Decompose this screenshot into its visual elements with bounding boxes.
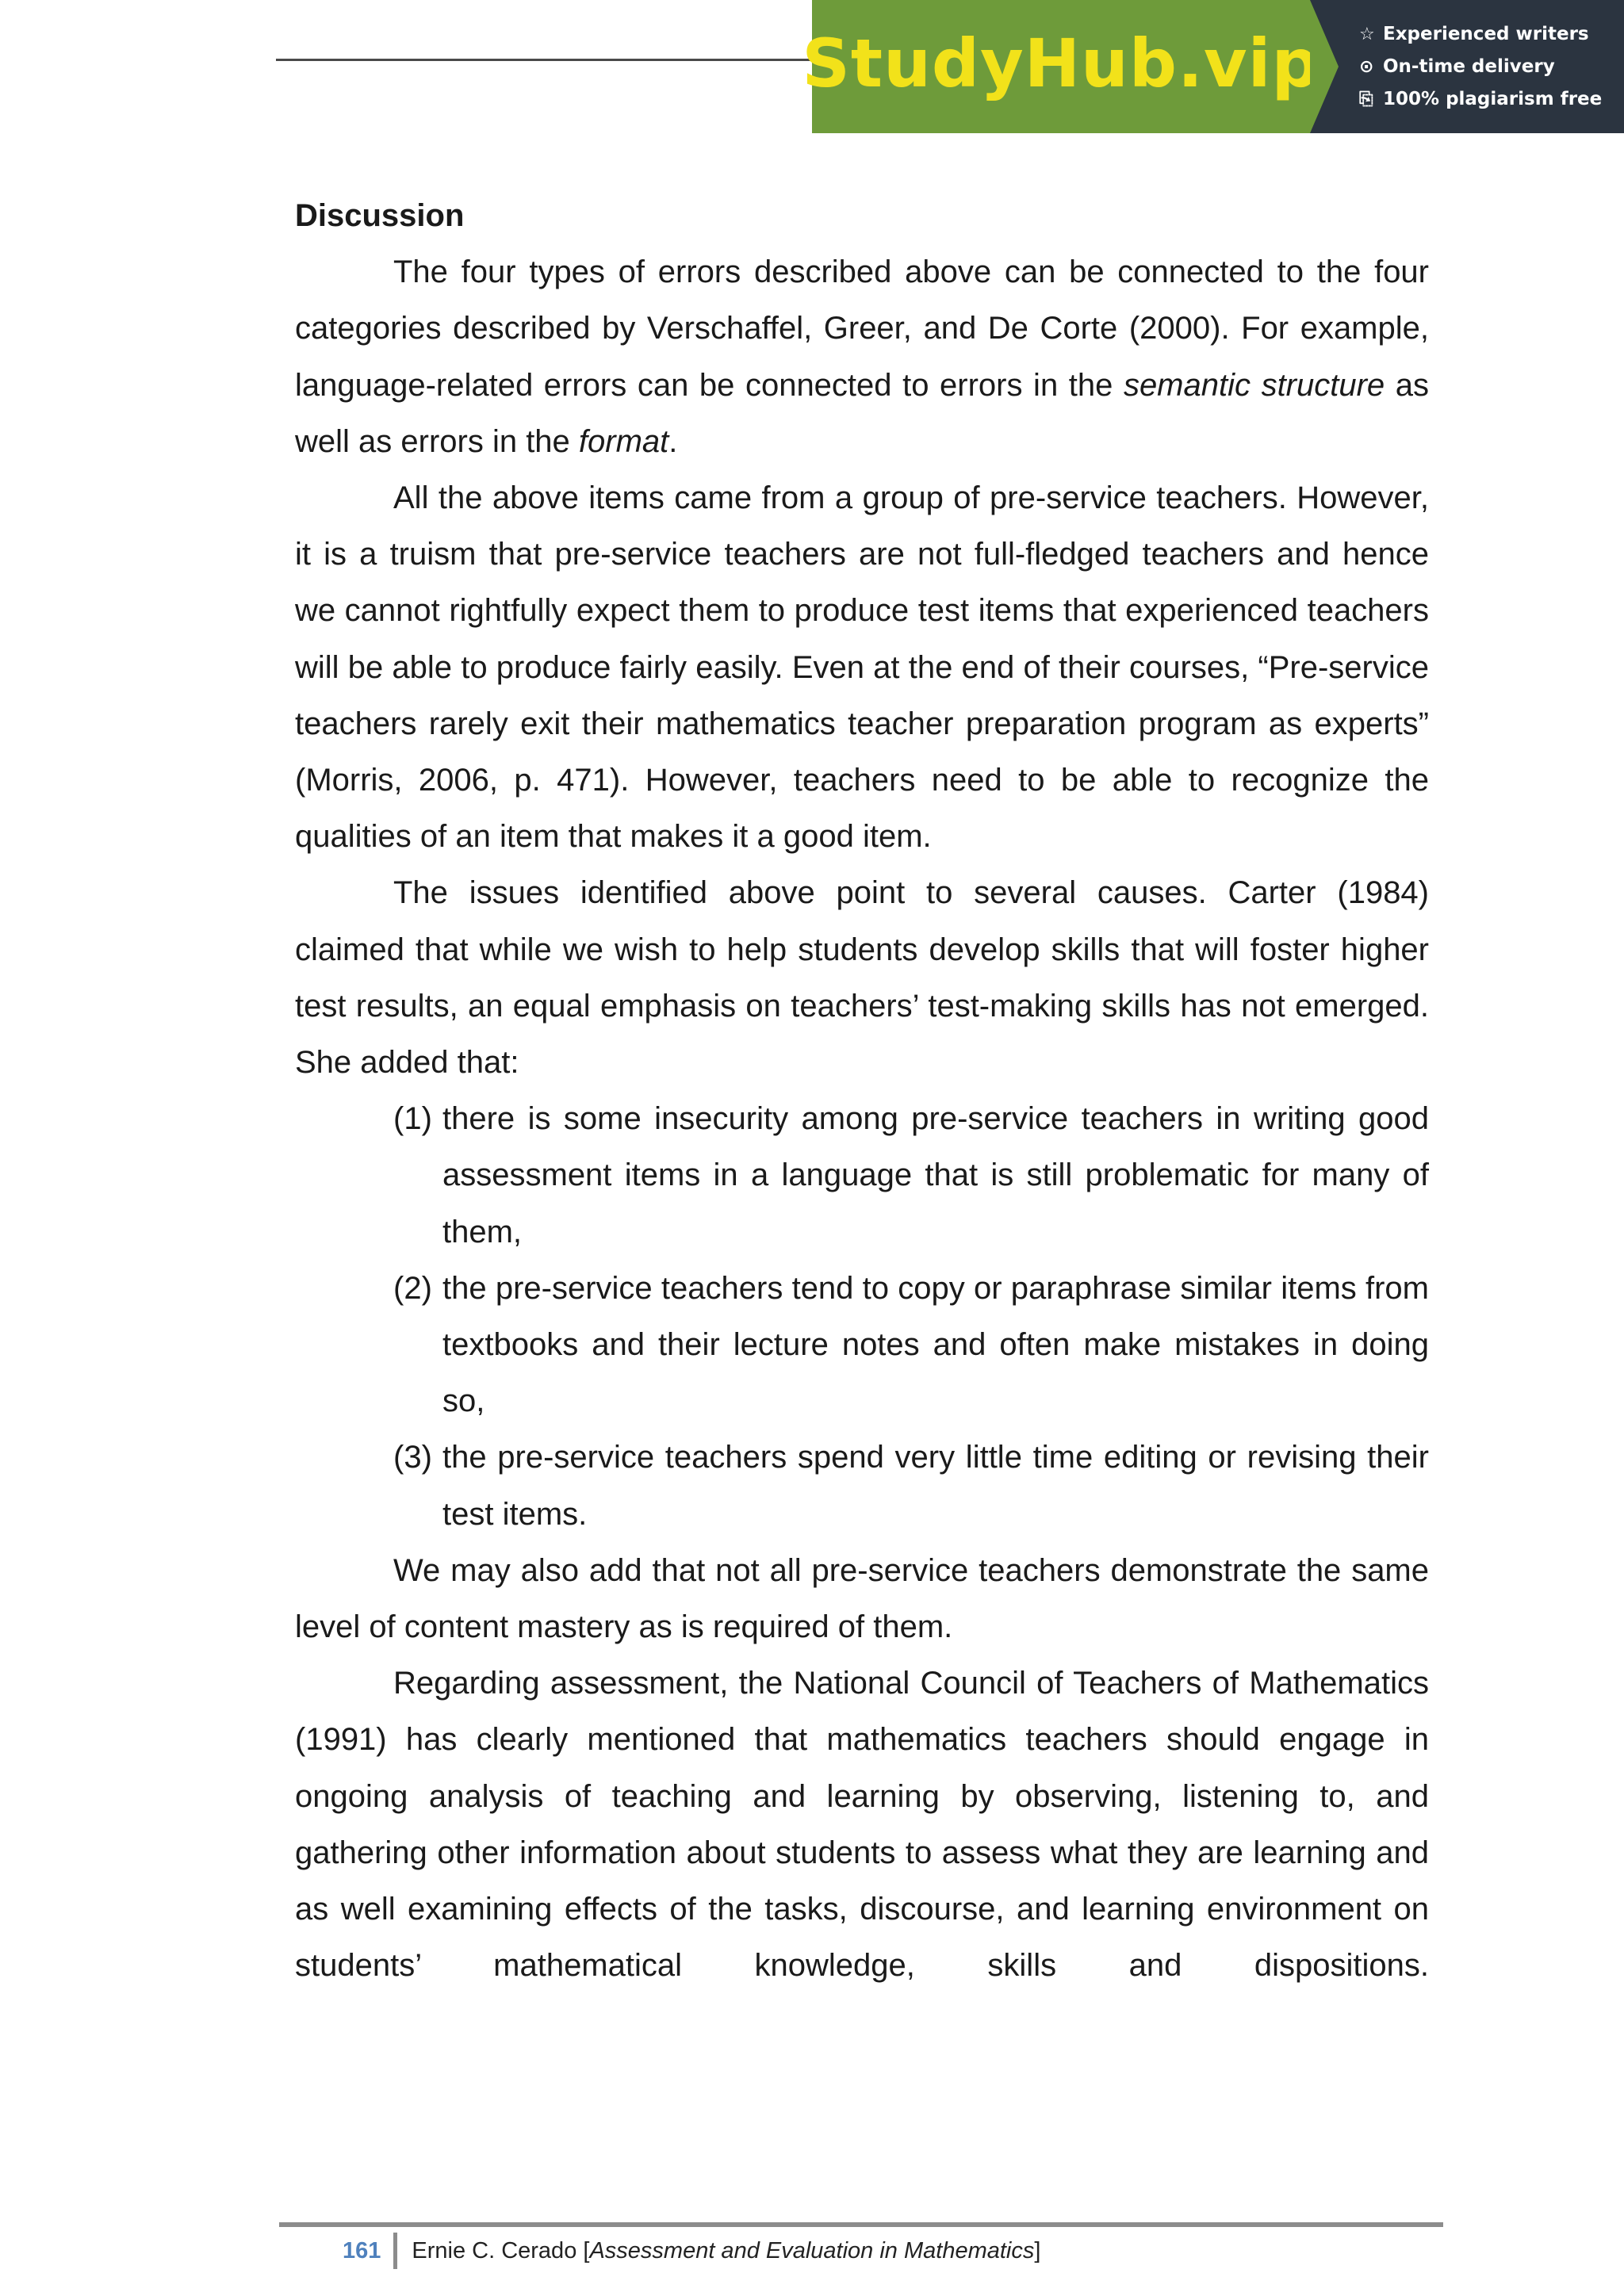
brand-panel[interactable] [802, 0, 1320, 133]
footer-author: Ernie C. Cerado [ [412, 2237, 590, 2263]
list-item [295, 1091, 1429, 1261]
paragraph-text: . [668, 423, 678, 459]
document-icon: ⎘ [1359, 89, 1373, 109]
footer-rule [279, 2222, 1443, 2227]
page-number: 161 [343, 2237, 381, 2263]
document-body [295, 188, 1429, 1995]
feature-label: 100% plagiarism free [1383, 89, 1603, 109]
footer-close-bracket: ] [1034, 2237, 1041, 2263]
feature-experienced-writers [1359, 18, 1624, 51]
page-footer [343, 2229, 1040, 2273]
list-number: (3) [393, 1440, 432, 1475]
star-icon: ☆ [1359, 24, 1375, 44]
emphasis-semantic-structure: semantic structure [1123, 367, 1385, 403]
footer-book-title: Assessment and Evaluation in Mathematics [589, 2237, 1035, 2263]
list-text: there is some insecurity among pre-service teachers in writing good assessment items in a language that is still problematic for many of them, [442, 1101, 1429, 1249]
feature-plagiarism-free [1359, 83, 1624, 116]
brand-logo[interactable]: StudyHub.vip [802, 25, 1320, 102]
footer-separator [393, 2233, 397, 2269]
paragraph-text: as well as errors in the [295, 367, 1429, 459]
header-rule [276, 59, 815, 61]
list-text: the pre-service teachers tend to copy or paraphrase similar items from textbooks and their lecture notes and often make mistakes in doing so, [442, 1270, 1429, 1419]
feature-label: On-time delivery [1383, 56, 1555, 77]
feature-panel [1310, 0, 1624, 133]
causes-list [295, 1091, 1429, 1543]
list-number: (1) [393, 1101, 432, 1137]
list-item [295, 1429, 1429, 1542]
paragraph-issues-causes: The issues identified above point to several causes. Carter (1984) claimed that while we wish to help students develop skills that will foster higher test results, an equal emphasis on teachers’ test-making skills has not emerged. She added that: [295, 875, 1429, 1081]
studyhub-ad-banner[interactable] [802, 0, 1624, 133]
list-text: the pre-service teachers spend very little time editing or revising their test items. [442, 1440, 1429, 1532]
paragraph-errors-connection [295, 244, 1429, 470]
paragraph-text: The four types of errors described above can be connected to the four categories described by Verschaffel, Greer, and De Corte (2000). For example, language-related errors can be connected to errors in the [295, 254, 1429, 403]
paragraph-content-mastery: We may also add that not all pre-service teachers demonstrate the same level of content mastery as is required of them. [295, 1552, 1429, 1645]
list-number: (2) [393, 1270, 432, 1306]
emphasis-format: format [578, 423, 669, 459]
paragraph-pre-service-teachers: All the above items came from a group of pre-service teachers. However, it is a truism that pre-service teachers are not full-fledged teachers and hence we cannot rightfully expect them to produce test items that experienced teachers will be able to produce fairly easily. Even at the end of their courses, “Pre-service teachers rarely exit their mathematics teacher preparation program as experts” (Morris, 2006, p. 471). However, teachers need to be able to recognize the qualities of an item that makes it a good item. [295, 480, 1429, 855]
section-heading: Discussion [295, 198, 465, 233]
clock-icon: ⊙ [1359, 56, 1374, 77]
feature-on-time-delivery [1359, 51, 1624, 83]
paragraph-nctm-assessment: Regarding assessment, the National Council of Teachers of Mathematics (1991) has clearly mentioned that mathematics teachers should engage in ongoing analysis of teaching and learning by observing, listening to, and gathering other information about students to assess what they are learning and as well examining effects of the tasks, discourse, and learning environment on students’ mathematical knowledge, skills and dispositions. [295, 1666, 1429, 1984]
list-item [295, 1261, 1429, 1430]
feature-label: Experienced writers [1383, 24, 1589, 44]
